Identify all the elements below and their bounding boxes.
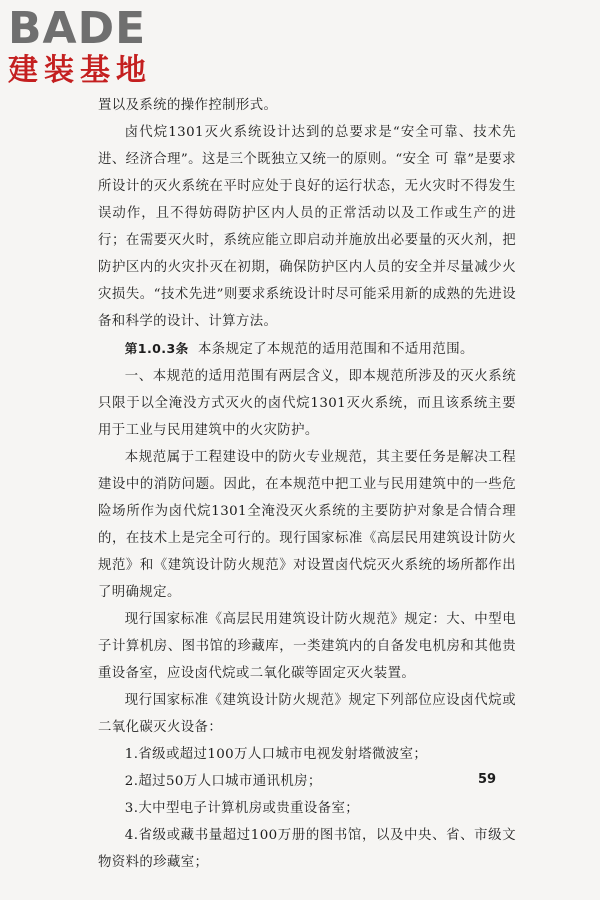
clause-heading [98, 335, 516, 363]
logo-brand: BADE [8, 3, 147, 54]
list-item: 2.超过50万人口城市通讯机房； [124, 774, 322, 789]
clause-text: 本条规定了本规范的适用范围和不适用范围。 [197, 342, 474, 357]
watermark-logo [8, 3, 178, 96]
text-body [98, 92, 516, 876]
paragraph-fire-code: 本规范属于工程建设中的防火专业规范，其主要任务是解决工程建设中的消防问题。因此，在本规范中把工业与民用建筑中的一些危险场所作为卤代烷1301全淹没灭火系统的主要防护对象是合情合理的，在技术上是完全可行的。现行国家标准《高层民用建筑设计防火规范》和《建筑设计防火规范》对设置卤代烷灭火系统的场所都作出了明确规定。 [98, 450, 516, 600]
paragraph-building-code: 现行国家标准《建筑设计防火规范》规定下列部位应设卤代烷或二氧化碳灭火设备： [98, 693, 516, 735]
list-item: 1.省级或超过100万人口城市电视发射塔微波室； [124, 747, 428, 762]
logo-subtitle: 建装基地 [8, 53, 152, 88]
list-item: 4.省级或藏书量超过100万册的图书馆，以及中央、省、市级文物资料的珍藏室； [98, 828, 516, 870]
clause-number: 第1.0.3条 [124, 341, 189, 356]
list-item: 3.大中型电子计算机房或贵重设备室； [124, 801, 360, 816]
paragraph-scope: 一、本规范的适用范围有两层含义，即本规范所涉及的灭火系统只限于以全淹没方式灭火的卤代烷1301灭火系统，而且该系统主要用于工业与民用建筑中的火灾防护。 [98, 369, 516, 438]
paragraph-principles: 卤代烷1301灭火系统设计达到的总要求是“安全可靠、技术先进、经济合理”。这是三个既独立又统一的原则。“安全 可 靠”是要求所设计的灭火系统在平时应处于良好的运行状态，无火灾时不得发生误动作，且不得妨碍防护区内人员的正常活动以及工作或生产的进行；在需要灭火时，系统应能立即启动并施放出必要量的灭火剂，把防护区内的火灾扑灭在初期，确保防护区内人员的安全并尽量减少火灾损失。“技术先进”则要求系统设计时尽可能采用新的成熟的先进设备和科学的设计、计算方法。 [98, 125, 516, 329]
page-number: 59 [478, 772, 497, 787]
paragraph-highrise-code: 现行国家标准《高层民用建筑设计防火规范》规定：大、中型电子计算机房、图书馆的珍藏库，一类建筑内的自备发电机房和其他贵重设备室，应设卤代烷或二氧化碳等固定灭火装置。 [98, 612, 516, 681]
paragraph-continuation: 置以及系统的操作控制形式。 [98, 98, 278, 113]
